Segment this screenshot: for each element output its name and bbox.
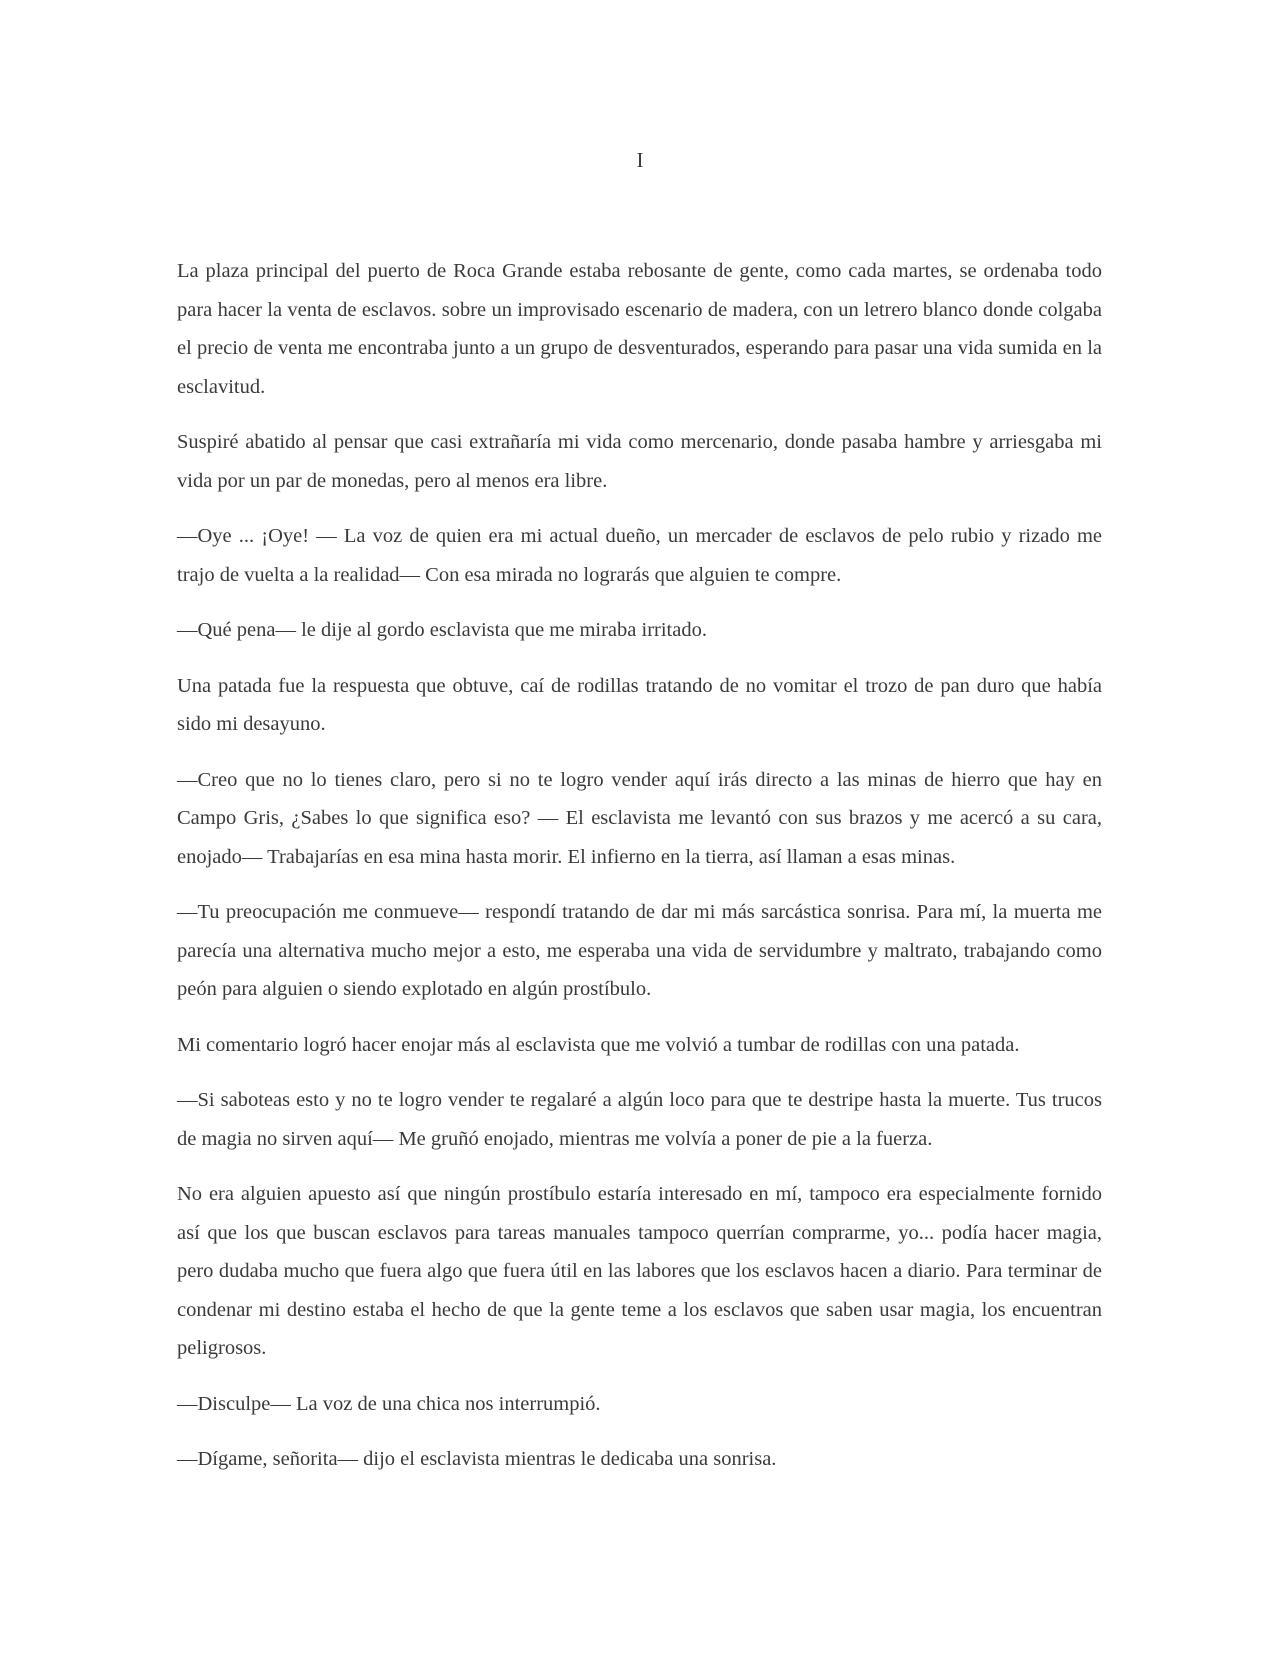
paragraph: —Creo que no lo tienes claro, pero si no te logro vender aquí irás directo a las minas de hierro que hay en Campo Gris, ¿Sabes lo que significa eso? — El esclavista me levantó con sus brazos y me acercó a su cara, enojado— Trabajarías en esa mina hasta morir. El infierno en la tierra, así llaman a esas minas.: [177, 768, 1102, 868]
paragraph: Una patada fue la respuesta que obtuve, caí de rodillas tratando de no vomitar el trozo de pan duro que había sido mi desayuno.: [177, 674, 1102, 735]
paragraph: —Qué pena— le dije al gordo esclavista que me miraba irritado.: [177, 619, 707, 641]
paragraph: —Oye ... ¡Oye! — La voz de quien era mi actual dueño, un mercader de esclavos de pelo rubio y rizado me trajo de vuelta a la realidad— Con esa mirada no lograrás que alguien te compre.: [177, 525, 1102, 586]
chapter-body: [177, 252, 1102, 1496]
paragraph: —Disculpe— La voz de una chica nos interrumpió.: [177, 1392, 601, 1415]
paragraph: —Tu preocupación me conmueve— respondí tratando de dar mi más sarcástica sonrisa. Para mí, la muerta me parecía una alternativa mucho mejor a esto, me esperaba una vida de servidumbre y maltrato, trabajando como peón para alguien o siendo explotado en algún prostíbulo.: [177, 901, 1102, 1000]
paragraph: La plaza principal del puerto de Roca Grande estaba rebosante de gente, como cada martes, se ordenaba todo para hacer la venta de esclavos. sobre un improvisado escenario de madera, con un letrero blanco donde colgaba el precio de venta me encontraba junto a un grupo de desventurados, esperando para pasar una vida sumida en la esclavitud.: [177, 260, 1102, 398]
paragraph: Mi comentario logró hacer enojar más al esclavista que me volvió a tumbar de rodillas con una patada.: [177, 1033, 1020, 1056]
paragraph: —Dígame, señorita— dijo el esclavista mientras le dedicaba una sonrisa.: [177, 1448, 777, 1470]
chapter-number: I: [636, 148, 644, 172]
paragraph: Suspiré abatido al pensar que casi extrañaría mi vida como mercenario, donde pasaba hambre y arriesgaba mi vida por un par de monedas, pero al menos era libre.: [177, 431, 1102, 492]
paragraph: —Si saboteas esto y no te logro vender te regalaré a algún loco para que te destripe hasta la muerte. Tus trucos de magia no sirven aquí— Me gruñó enojado, mientras me volvía a poner de pie a la fuerza.: [177, 1089, 1102, 1150]
paragraph: No era alguien apuesto así que ningún prostíbulo estaría interesado en mí, tampoco era especialmente fornido así que los que buscan esclavos para tareas manuales tampoco querrían comprarme, yo... podía hacer magia, pero dudaba mucho que fuera algo que fuera útil en las labores que los esclavos hacen a diario. Para terminar de condenar mi destino estaba el hecho de que la gente teme a los esclavos que saben usar magia, los encuentran peligrosos.: [177, 1183, 1102, 1359]
